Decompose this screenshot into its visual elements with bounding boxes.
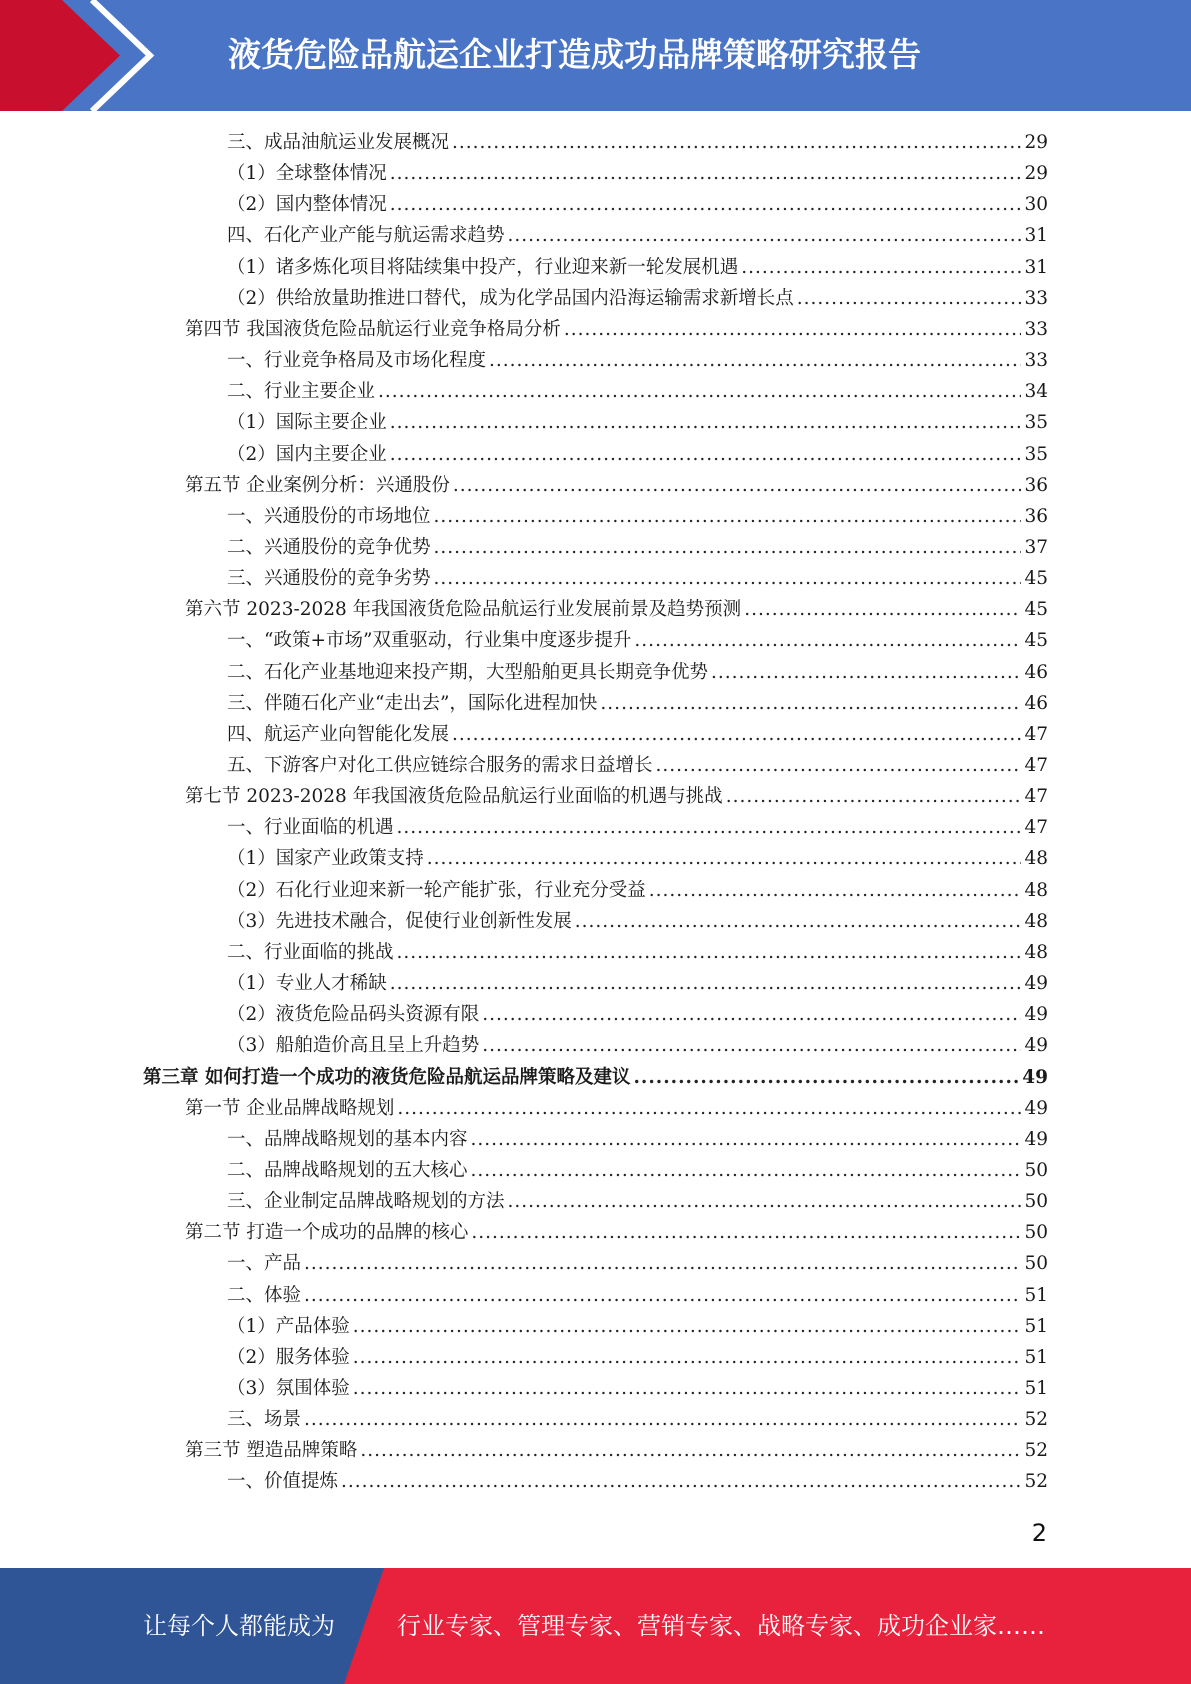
toc-entry-title: （1）产品体验 [227,1315,350,1337]
toc-dot-leader [797,283,1022,314]
toc-entry[interactable] [227,688,1048,719]
toc-entry-page: 50 [1024,1253,1048,1275]
toc-entry[interactable] [227,625,1048,656]
header-red-block [0,0,120,111]
toc-dot-leader [453,470,1022,501]
toc-entry[interactable] [227,843,1048,874]
toc-entry[interactable] [227,999,1048,1030]
toc-entry-page: 33 [1024,318,1048,340]
toc-entry-title: 四、石化产业产能与航运需求趋势 [227,225,505,247]
toc-entry-title: （2）供给放量助推进口替代，成为化学品国内沿海运输需求新增长点 [227,287,794,309]
toc-entry[interactable] [227,532,1048,563]
toc-entry-title: （2）石化行业迎来新一轮产能扩张，行业充分受益 [227,879,646,901]
toc-entry-title: 三、成品油航运业发展概况 [227,132,450,153]
toc-dot-leader [427,843,1022,874]
toc-entry-title: 一、价值提炼 [227,1471,339,1493]
report-title: 液货危险品航运企业打造成功品牌策略研究报告 [228,35,921,74]
toc-entry-page: 46 [1024,661,1048,683]
toc-dot-leader [434,563,1022,594]
toc-entry[interactable] [227,1155,1048,1186]
toc-entry-title: 第一节 企业品牌战略规划 [185,1097,395,1119]
toc-dot-leader [726,781,1022,812]
toc-entry-title: （2）国内主要企业 [227,443,387,465]
toc-entry[interactable] [227,719,1048,750]
toc-dot-leader [390,407,1022,438]
toc-entry[interactable] [227,1124,1048,1155]
toc-entry-page: 36 [1024,474,1048,496]
toc-entry[interactable] [227,439,1048,470]
toc-entry-page: 51 [1024,1315,1048,1337]
toc-entry-title: 一、行业面临的机遇 [227,817,394,839]
toc-entry-title: （1）诸多炼化项目将陆续集中投产，行业迎来新一轮发展机遇 [227,256,739,278]
toc-entry[interactable] [185,1093,1048,1124]
toc-entry[interactable] [143,1062,1048,1093]
footer-slogan-left: 让每个人都能成为 [143,1612,335,1640]
toc-entry-page: 46 [1024,692,1048,714]
toc-entry-page: 49 [1024,1128,1048,1150]
toc-dot-leader [304,1248,1021,1279]
toc-dot-leader [390,158,1022,189]
toc-dot-leader [353,1311,1022,1342]
toc-dot-leader [471,1124,1022,1155]
toc-entry-title: 二、体验 [227,1284,302,1306]
toc-entry-title: 一、“政策+市场”双重驱动，行业集中度逐步提升 [227,630,632,652]
toc-dot-leader [341,1466,1021,1497]
toc-entry-page: 45 [1024,630,1048,652]
toc-entry-page: 31 [1024,256,1048,278]
toc-entry-title: 一、品牌战略规划的基本内容 [227,1128,468,1150]
toc-entry-title: 第六节 2023-2028 年我国液货危险品航运行业发展前景及趋势预测 [185,599,742,621]
toc-entry-page: 35 [1024,412,1048,434]
toc-dot-leader [397,937,1022,968]
toc-dot-leader [390,189,1022,220]
toc-dot-leader [353,1342,1022,1373]
toc-dot-leader [564,314,1022,345]
toc-entry-page: 35 [1024,443,1048,465]
toc-entry-title: 一、产品 [227,1253,302,1275]
toc-entry[interactable] [227,1186,1048,1217]
toc-entry-page: 52 [1024,1409,1048,1431]
toc-dot-leader [508,1186,1022,1217]
toc-dot-leader [634,625,1021,656]
toc-entry-title: 二、行业主要企业 [227,381,376,403]
toc-entry-page: 29 [1024,163,1048,185]
report-footer [0,1568,1191,1684]
toc-entry[interactable] [227,1030,1048,1061]
toc-entry-title: （3）先进技术融合，促使行业创新性发展 [227,910,572,932]
toc-entry[interactable] [227,906,1048,937]
toc-entry-page: 48 [1024,941,1048,963]
toc-entry[interactable] [227,376,1048,407]
toc-dot-leader [434,501,1022,532]
toc-dot-leader [656,750,1022,781]
toc-entry[interactable] [227,220,1048,251]
toc-entry-title: （1）国际主要企业 [227,412,387,434]
toc-dot-leader [633,1062,1019,1093]
toc-entry[interactable] [227,158,1048,189]
toc-entry-page: 36 [1024,505,1048,527]
toc-entry-title: 第四节 我国液货危险品航运行业竞争格局分析 [185,318,561,340]
toc-entry-page: 45 [1024,568,1048,590]
toc-entry[interactable] [185,314,1048,345]
toc-dot-leader [489,345,1021,376]
toc-entry-page: 30 [1024,194,1048,216]
toc-entry[interactable] [227,1373,1048,1404]
toc-entry-title: 第二节 打造一个成功的品牌的核心 [185,1222,469,1244]
toc-entry[interactable] [227,189,1048,220]
toc-entry-page: 51 [1024,1378,1048,1399]
toc-entry[interactable] [227,1280,1048,1311]
toc-entry[interactable] [185,594,1048,625]
toc-dot-leader [304,1280,1021,1311]
toc-entry[interactable] [185,470,1048,501]
page-number: 2 [1031,1519,1047,1547]
toc-entry-page: 47 [1024,755,1048,776]
toc-entry-title: （1）全球整体情况 [227,163,387,185]
toc-entry-title: 第三章 如何打造一个成功的液货危险品航运品牌策略及建议 [143,1066,631,1088]
toc-entry[interactable] [227,812,1048,843]
toc-entry-page: 48 [1024,910,1048,932]
toc-entry[interactable] [227,1404,1048,1435]
toc-entry-page: 50 [1024,1191,1048,1213]
toc-entry-page: 31 [1024,225,1048,247]
toc-entry-title: （2）液货危险品码头资源有限 [227,1004,480,1026]
toc-entry-title: 二、石化产业基地迎来投产期，大型船舶更具长期竞争优势 [227,661,709,683]
report-header [0,0,1191,111]
toc-entry-page: 50 [1024,1222,1048,1244]
toc-dot-leader [378,376,1021,407]
toc-entry-page: 52 [1024,1471,1048,1493]
toc-entry-page: 45 [1024,599,1048,621]
toc-entry[interactable] [227,1342,1048,1373]
toc-dot-leader [390,439,1022,470]
toc-entry-page: 50 [1024,1159,1048,1181]
toc-entry-title: 一、兴通股份的市场地位 [227,505,431,527]
toc-entry[interactable] [227,750,1048,781]
toc-dot-leader [434,532,1022,563]
toc-entry-title: 二、兴通股份的竞争优势 [227,536,431,558]
toc-dot-leader [304,1404,1021,1435]
toc-entry[interactable] [227,563,1048,594]
toc-dot-leader [575,906,1022,937]
toc-entry[interactable] [227,1311,1048,1342]
toc-entry[interactable] [227,407,1048,438]
toc-entry[interactable] [227,1248,1048,1279]
toc-entry-page: 48 [1024,879,1048,901]
toc-dot-leader [471,1217,1021,1248]
toc-entry-title: 三、伴随石化产业“走出去”，国际化进程加快 [227,692,598,714]
toc-entry-page: 52 [1024,1440,1048,1462]
toc-dot-leader [649,875,1022,906]
toc-dot-leader [452,719,1021,750]
toc-dot-leader [482,999,1021,1030]
toc-entry-page: 29 [1024,132,1048,153]
toc-entry-title: 第三节 塑造品牌策略 [185,1440,358,1462]
toc-dot-leader [397,1093,1021,1124]
toc-entry-page: 33 [1024,350,1048,372]
toc-entry-title: （1）国家产业政策支持 [227,848,424,870]
toc-entry[interactable] [227,657,1048,688]
toc-dot-leader [711,657,1021,688]
toc-entry-title: 三、场景 [227,1409,302,1431]
toc-entry-title: （2）国内整体情况 [227,194,387,216]
toc-entry-page: 49 [1024,1097,1048,1119]
toc-entry-title: （3）船舶造价高且呈上升趋势 [227,1035,480,1057]
toc-entry-page: 47 [1024,723,1048,745]
toc-entry-page: 49 [1024,1035,1048,1057]
toc-entry-page: 49 [1022,1066,1048,1088]
toc-entry-page: 37 [1024,536,1048,558]
toc-entry[interactable] [227,1466,1048,1497]
toc-entry-title: （3）氛围体验 [227,1378,350,1399]
toc-dot-leader [353,1373,1022,1404]
toc-entry[interactable] [227,283,1048,314]
toc-entry-page: 48 [1024,848,1048,870]
toc-entry[interactable] [227,345,1048,376]
toc-entry-page: 51 [1024,1284,1048,1306]
toc-dot-leader [482,1030,1021,1061]
toc-entry-title: （2）服务体验 [227,1346,350,1368]
toc-entry[interactable] [227,501,1048,532]
toc-entry[interactable] [227,252,1048,283]
toc-entry-page: 34 [1024,381,1048,403]
toc-entry-page: 47 [1024,817,1048,839]
toc-entry-title: 第七节 2023-2028 年我国液货危险品航运行业面临的机遇与挑战 [185,786,723,808]
toc-entry[interactable] [185,781,1048,812]
toc-entry-title: 四、航运产业向智能化发展 [227,723,450,745]
toc-entry-title: 二、行业面临的挑战 [227,941,394,963]
toc-entry[interactable] [227,875,1048,906]
toc-entry-title: 第五节 企业案例分析：兴通股份 [185,474,450,496]
toc-dot-leader [600,688,1021,719]
toc-entry-title: 三、兴通股份的竞争劣势 [227,568,431,590]
footer-slogan-right: 行业专家、管理专家、营销专家、战略专家、成功企业家…… [397,1612,1045,1640]
toc-dot-leader [390,968,1022,999]
toc-entry-page: 33 [1024,287,1048,309]
toc-entry-page: 49 [1024,1004,1048,1026]
toc-dot-leader [360,1435,1021,1466]
toc-entry-page: 47 [1024,786,1048,808]
toc-entry[interactable] [227,937,1048,968]
toc-entry[interactable] [185,1435,1048,1466]
toc-entry[interactable] [185,1217,1048,1248]
toc-entry-title: 二、品牌战略规划的五大核心 [227,1159,468,1181]
toc-entry[interactable] [227,127,1048,158]
toc-dot-leader [508,220,1022,251]
toc-dot-leader [741,252,1021,283]
toc-entry-title: （1）专业人才稀缺 [227,973,387,995]
toc-entry-page: 49 [1024,973,1048,995]
toc-entry-page: 51 [1024,1346,1048,1368]
toc-entry-title: 三、企业制定品牌战略规划的方法 [227,1191,505,1213]
toc-entry-title: 一、行业竞争格局及市场化程度 [227,350,487,372]
toc-entry-title: 五、下游客户对化工供应链综合服务的需求日益增长 [227,755,653,776]
toc-dot-leader [744,594,1021,625]
toc-dot-leader [397,812,1022,843]
toc-entry[interactable] [227,968,1048,999]
toc-dot-leader [452,127,1021,158]
toc-dot-leader [471,1155,1022,1186]
